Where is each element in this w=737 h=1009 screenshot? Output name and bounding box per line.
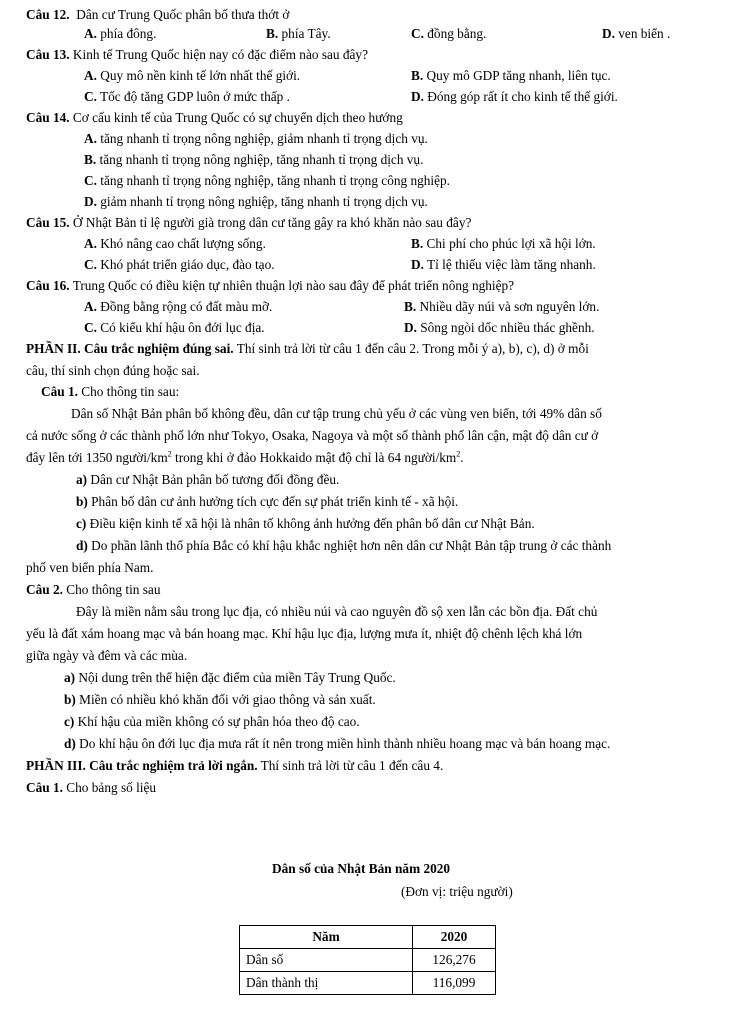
table-cell: Dân số bbox=[240, 949, 413, 972]
part2-heading: PHẦN II. Câu trắc nghiệm đúng sai. Thí sinh trả lời từ câu 1 đến câu 2. Trong mỗi ý a), b), c), d) ở mỗi bbox=[26, 341, 589, 356]
p2-c1-para-line3: đây lên tới 1350 người/$km^2$ trong khi ở đảo Hokkaido mật độ chỉ là 64 người/$km^2$. bbox=[26, 449, 464, 465]
p2-c1-intro: Câu 1. Cho thông tin sau: bbox=[41, 384, 180, 399]
q12-option-b: B. phía Tây. bbox=[266, 26, 331, 41]
q14-option-c: C. tăng nhanh tỉ trọng nông nghiệp, tăng nhanh tỉ trọng công nghiệp. bbox=[84, 173, 450, 188]
q16-option-b: B. Nhiều dãy núi và sơn nguyên lớn. bbox=[404, 299, 600, 314]
table-header-row bbox=[240, 926, 496, 949]
q13-option-b: B. Quy mô GDP tăng nhanh, liên tục. bbox=[411, 68, 611, 83]
p2-c2-item-d: d) Do khí hậu ôn đới lục địa mưa rất ít nên trong miền hình thành nhiều hoang mạc và bán hoang mạc. bbox=[64, 736, 611, 751]
p2-c2-intro: Câu 2. Cho thông tin sau bbox=[26, 582, 161, 597]
q15-option-c: C. Khó phát triển giáo dục, đào tạo. bbox=[84, 257, 275, 272]
part2-instruction: câu, thí sinh chọn đúng hoặc sai. bbox=[26, 363, 200, 378]
table-header-cell: Năm bbox=[240, 926, 413, 949]
question-13: Câu 13. Kinh tế Trung Quốc hiện nay có đặc điểm nào sau đây? bbox=[26, 47, 368, 62]
p2-c1-item-b: b) Phân bố dân cư ảnh hưởng tích cực đến sự phát triển kinh tế - xã hội. bbox=[76, 494, 459, 509]
q12-option-d: D. ven biển . bbox=[602, 26, 671, 41]
population-table bbox=[239, 925, 496, 995]
p3-c1-intro: Câu 1. Cho bảng số liệu bbox=[26, 780, 157, 795]
p2-c2-para-line2: yếu là đất xám hoang mạc và bán hoang mạc. Khí hậu lục địa, lượng mưa ít, nhiệt độ chênh lệch khá lớn bbox=[26, 626, 583, 641]
question-16: Câu 16. Trung Quốc có điều kiện tự nhiên thuận lợi nào sau đây để phát triển nông nghiệp? bbox=[26, 278, 515, 293]
p2-c1-para-line1: Dân số Nhật Bản phân bố không đều, dân cư tập trung chủ yếu ở các vùng ven biển, tới 49% dân số bbox=[71, 406, 602, 421]
q15-option-a: A. Khó nâng cao chất lượng sống. bbox=[84, 236, 266, 251]
q13-option-a: A. Quy mô nền kinh tế lớn nhất thế giới. bbox=[84, 68, 301, 83]
p2-c2-item-b: b) Miền có nhiều khó khăn đối với giao thông và sản xuất. bbox=[64, 692, 376, 707]
table-row bbox=[240, 949, 496, 972]
q13-option-c: C. Tốc độ tăng GDP luôn ở mức thấp . bbox=[84, 89, 290, 104]
q14-option-d: D. giảm nhanh tỉ trọng nông nghiệp, tăng nhanh tỉ trọng dịch vụ. bbox=[84, 194, 428, 209]
p2-c1-item-d: d) Do phần lãnh thổ phía Bắc có khí hậu khắc nghiệt hơn nên dân cư Nhật Bản tập trung ở các thành bbox=[76, 538, 612, 553]
q15-option-b: B. Chi phí cho phúc lợi xã hội lớn. bbox=[411, 236, 596, 251]
table-header-cell: 2020 bbox=[413, 926, 496, 949]
q12-option-a: A. phía đông. bbox=[84, 26, 157, 41]
p2-c1-para-line2: cả nước sống ở các thành phố lớn như Tokyo, Osaka, Nagoya và một số thành phố lân cận, mật độ dân cư ở bbox=[26, 428, 599, 443]
table-cell: Dân thành thị bbox=[240, 972, 413, 995]
q12-option-c: C. đồng bằng. bbox=[411, 26, 487, 41]
q14-option-b: B. tăng nhanh tỉ trọng nông nghiệp, tăng nhanh tỉ trọng dịch vụ. bbox=[84, 152, 424, 167]
question-12: Câu 12. Dân cư Trung Quốc phân bố thưa thớt ở bbox=[26, 7, 290, 22]
part3-heading: PHẦN III. Câu trắc nghiệm trả lời ngắn. Thí sinh trả lời từ câu 1 đến câu 4. bbox=[26, 758, 444, 773]
q13-option-d: D. Đóng góp rất ít cho kinh tế thế giới. bbox=[411, 89, 618, 104]
p2-c1-item-c: c) Điều kiện kinh tế xã hội là nhân tố không ảnh hưởng đến phân bố dân cư Nhật Bản. bbox=[76, 516, 535, 531]
q15-option-d: D. Tỉ lệ thiếu việc làm tăng nhanh. bbox=[411, 257, 596, 272]
p2-c1-item-d-cont: phố ven biển phía Nam. bbox=[26, 560, 154, 575]
question-14: Câu 14. Cơ cấu kinh tế của Trung Quốc có sự chuyển dịch theo hướng bbox=[26, 110, 403, 125]
table-cell: 116,099 bbox=[413, 972, 496, 995]
table-unit: (Đơn vị: triệu người) bbox=[401, 884, 513, 899]
question-15: Câu 15. Ở Nhật Bản tỉ lệ người già trong dân cư tăng gây ra khó khăn nào sau đây? bbox=[26, 215, 472, 230]
q14-option-a: A. tăng nhanh tỉ trọng nông nghiệp, giảm nhanh tỉ trọng dịch vụ. bbox=[84, 131, 428, 146]
table-title: Dân số của Nhật Bản năm 2020 bbox=[272, 861, 451, 876]
p2-c2-item-c: c) Khí hậu của miền không có sự phân hóa theo độ cao. bbox=[64, 714, 360, 729]
q16-option-a: A. Đồng bằng rộng có đất màu mỡ. bbox=[84, 299, 273, 314]
p2-c2-item-a: a) Nội dung trên thể hiện đặc điểm của miền Tây Trung Quốc. bbox=[64, 670, 396, 685]
table-cell: 126,276 bbox=[413, 949, 496, 972]
p2-c2-para-line1: Đây là miền nằm sâu trong lục địa, có nhiều núi và cao nguyên đồ sộ xen lẫn các bồn địa. Đất chủ bbox=[76, 604, 598, 619]
p2-c1-item-a: a) Dân cư Nhật Bản phân bố tương đối đồng đều. bbox=[76, 472, 340, 487]
q16-option-d: D. Sông ngòi dốc nhiều thác ghềnh. bbox=[404, 320, 595, 335]
table-row bbox=[240, 972, 496, 995]
p2-c2-para-line3: giữa ngày và đêm và các mùa. bbox=[26, 648, 188, 663]
q16-option-c: C. Có kiểu khí hậu ôn đới lục địa. bbox=[84, 320, 265, 335]
